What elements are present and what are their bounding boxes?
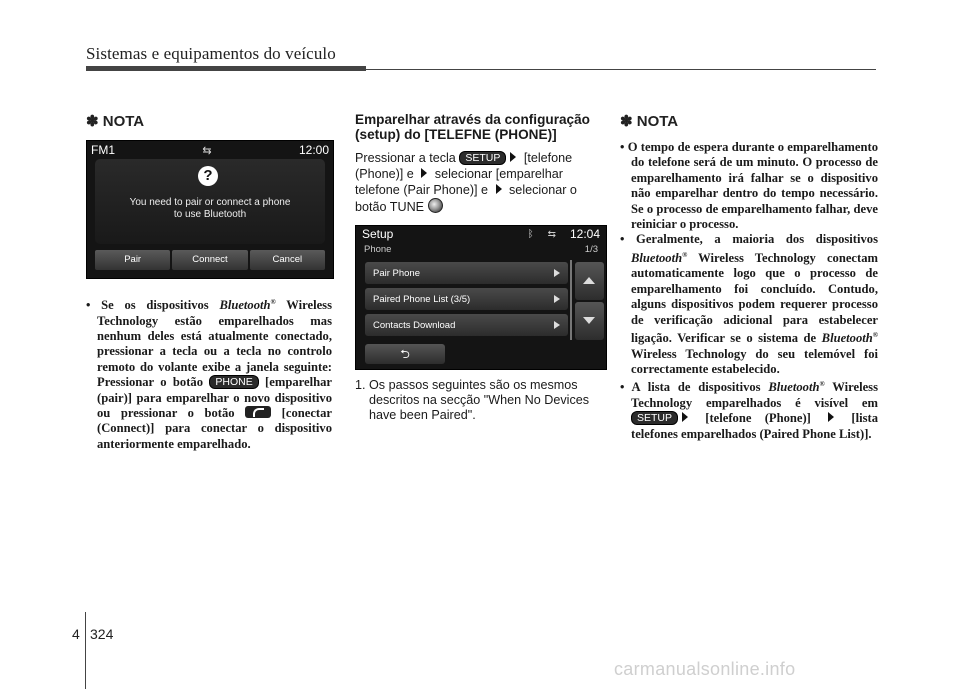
b3-text-b: Wireless Technology emparelhados é visível em	[631, 380, 878, 411]
phone-key-icon: PHONE	[209, 375, 258, 389]
bullet-text-a: • Se os dispositivos	[86, 298, 220, 313]
pair-button[interactable]: Pair	[95, 250, 170, 270]
menu-item-paired-list[interactable]	[365, 288, 568, 310]
message-text	[95, 197, 325, 221]
tune-knob-icon	[428, 198, 443, 213]
instr-text-c: selecionar [emparelhar telefone (Pair Phone)] e	[355, 167, 563, 197]
column-middle	[355, 112, 605, 423]
header-title: Sistemas e equipamentos do veículo	[86, 44, 336, 63]
screen-status-bar	[87, 141, 333, 157]
arrow-icon	[682, 412, 688, 422]
bluetooth-term: Bluetooth	[768, 380, 820, 395]
clock-label: 12:00	[298, 143, 329, 157]
bullet-text-c: [emparelhar (pair)] para emparelhar o novo dispositivo ou pressionar o botão	[97, 375, 332, 421]
registered-mark: ®	[872, 331, 878, 340]
bullet-text-b: Wireless Technology estão emparelhados mas nenhum deles está atualmente conectado, pressionar a tecla ou a tecla no controlo remoto do volante exibe a janela seguinte: Pressionar o botão	[97, 298, 332, 390]
bluetooth-term: Bluetooth	[631, 251, 683, 266]
arrow-icon	[496, 184, 502, 194]
call-key-icon	[245, 406, 271, 418]
b2-text-b: Wireless Technology conectam automaticamente logo que o processo de emparelhamento foi concluído. Contudo, alguns dispositivos podem requerer processo de verificação adicional para estabelecer ligação. Verificar se o sistema de	[631, 251, 878, 346]
chevron-right-icon	[554, 321, 560, 329]
nota-heading: ✽ NOTA	[620, 113, 679, 130]
bullet-paragraph	[86, 295, 332, 452]
bluetooth-icon: ᛒ	[527, 228, 534, 240]
bluetooth-term: Bluetooth	[821, 331, 873, 346]
menu-item-pair-phone[interactable]	[365, 262, 568, 284]
back-button[interactable]: ⮌	[365, 344, 445, 364]
menu-item-label: Pair Phone	[373, 267, 421, 279]
watermark: carmanualsonline.info	[614, 659, 796, 679]
section-title: Emparelhar através da configuração (setup) do [TELEFNE (PHONE)]	[355, 112, 590, 142]
arrow-icon	[828, 412, 834, 422]
b3-text-a: • A lista de dispositivos	[620, 380, 769, 395]
chevron-right-icon	[554, 269, 560, 277]
bluetooth-prompt-screenshot	[86, 140, 334, 279]
setup-key-icon: SETUP	[459, 151, 506, 165]
usb-icon: ⇆	[202, 144, 212, 157]
registered-mark: ®	[682, 250, 688, 259]
b3-text-d: [lista telefones emparelhados (Paired Phone List)].	[631, 411, 879, 441]
setup-phone-screenshot	[355, 225, 607, 370]
message-line-2: to use Bluetooth	[173, 209, 247, 220]
menu-item-label: Paired Phone List (3/5)	[373, 293, 471, 305]
bullet-text-d: [conectar (Connect)] para conectar o dispositivo anteriormente emparelhado.	[97, 406, 333, 451]
cancel-button[interactable]: Cancel	[250, 250, 325, 270]
instr-text-a: Pressionar a tecla	[355, 151, 460, 165]
arrow-icon	[421, 168, 427, 178]
column-left	[86, 112, 332, 452]
message-line-1: You need to pair or connect a phone	[129, 197, 291, 208]
registered-mark: ®	[819, 380, 825, 389]
scroll-divider	[570, 260, 572, 340]
menu-item-label: Contacts Download	[373, 319, 456, 331]
dialog-buttons	[95, 250, 325, 270]
bullet-auto-connect	[620, 232, 878, 377]
screen-title: Setup	[362, 227, 394, 241]
bullet-waiting-time: • O tempo de espera durante o emparelhamento do telefone será de um minuto. O processo de emparelhamento irá falhar se o dispositivo não emparelhar dentro do tempo necessário. Se o processo de emparelhamento falhar, deve reiniciar o processo.	[620, 140, 878, 232]
menu-item-contacts-download[interactable]	[365, 314, 568, 336]
b2-text-c: Wireless Technology do seu telemóvel foi correctamente estabelecido.	[631, 346, 878, 377]
chapter-number: 4	[72, 626, 80, 642]
screen-subtitle: Phone	[364, 243, 392, 255]
scroll-up-button[interactable]	[575, 262, 604, 300]
screen-subheader	[356, 242, 606, 256]
screen-status-bar	[356, 226, 606, 242]
band-label: FM1	[91, 143, 115, 157]
setup-key-icon: SETUP	[631, 411, 678, 425]
connect-button[interactable]: Connect	[172, 250, 247, 270]
instr-text-d: selecionar o botão TUNE	[355, 183, 577, 214]
nota-heading: ✽ NOTA	[86, 113, 145, 130]
header-bar	[86, 66, 366, 71]
message-box	[95, 159, 325, 244]
usb-icon: ⇆	[547, 228, 556, 240]
step-1: 1. Os passos seguintes são os mesmos descritos na secção "When No Devices have been Paired".	[355, 378, 590, 422]
instruction-paragraph	[355, 150, 605, 215]
page-number: 324	[90, 626, 114, 642]
column-right	[620, 112, 878, 442]
instr-text-b: [telefone (Phone)] e	[355, 151, 573, 181]
bluetooth-term: Bluetooth	[219, 298, 271, 313]
arrow-icon	[510, 152, 516, 162]
question-icon: ?	[198, 166, 218, 186]
clock-label: 12:04	[569, 227, 600, 241]
bullet-paired-list	[620, 377, 878, 442]
scroll-down-button[interactable]	[575, 302, 604, 340]
page-indicator: 1/3	[584, 243, 598, 255]
registered-mark: ®	[270, 298, 276, 306]
chevron-right-icon	[554, 295, 560, 303]
b3-text-c: [telefone (Phone)]	[692, 411, 825, 426]
b2-text-a: • Geralmente, a maioria dos dispositivos	[620, 232, 878, 247]
footer-rule	[85, 612, 86, 689]
